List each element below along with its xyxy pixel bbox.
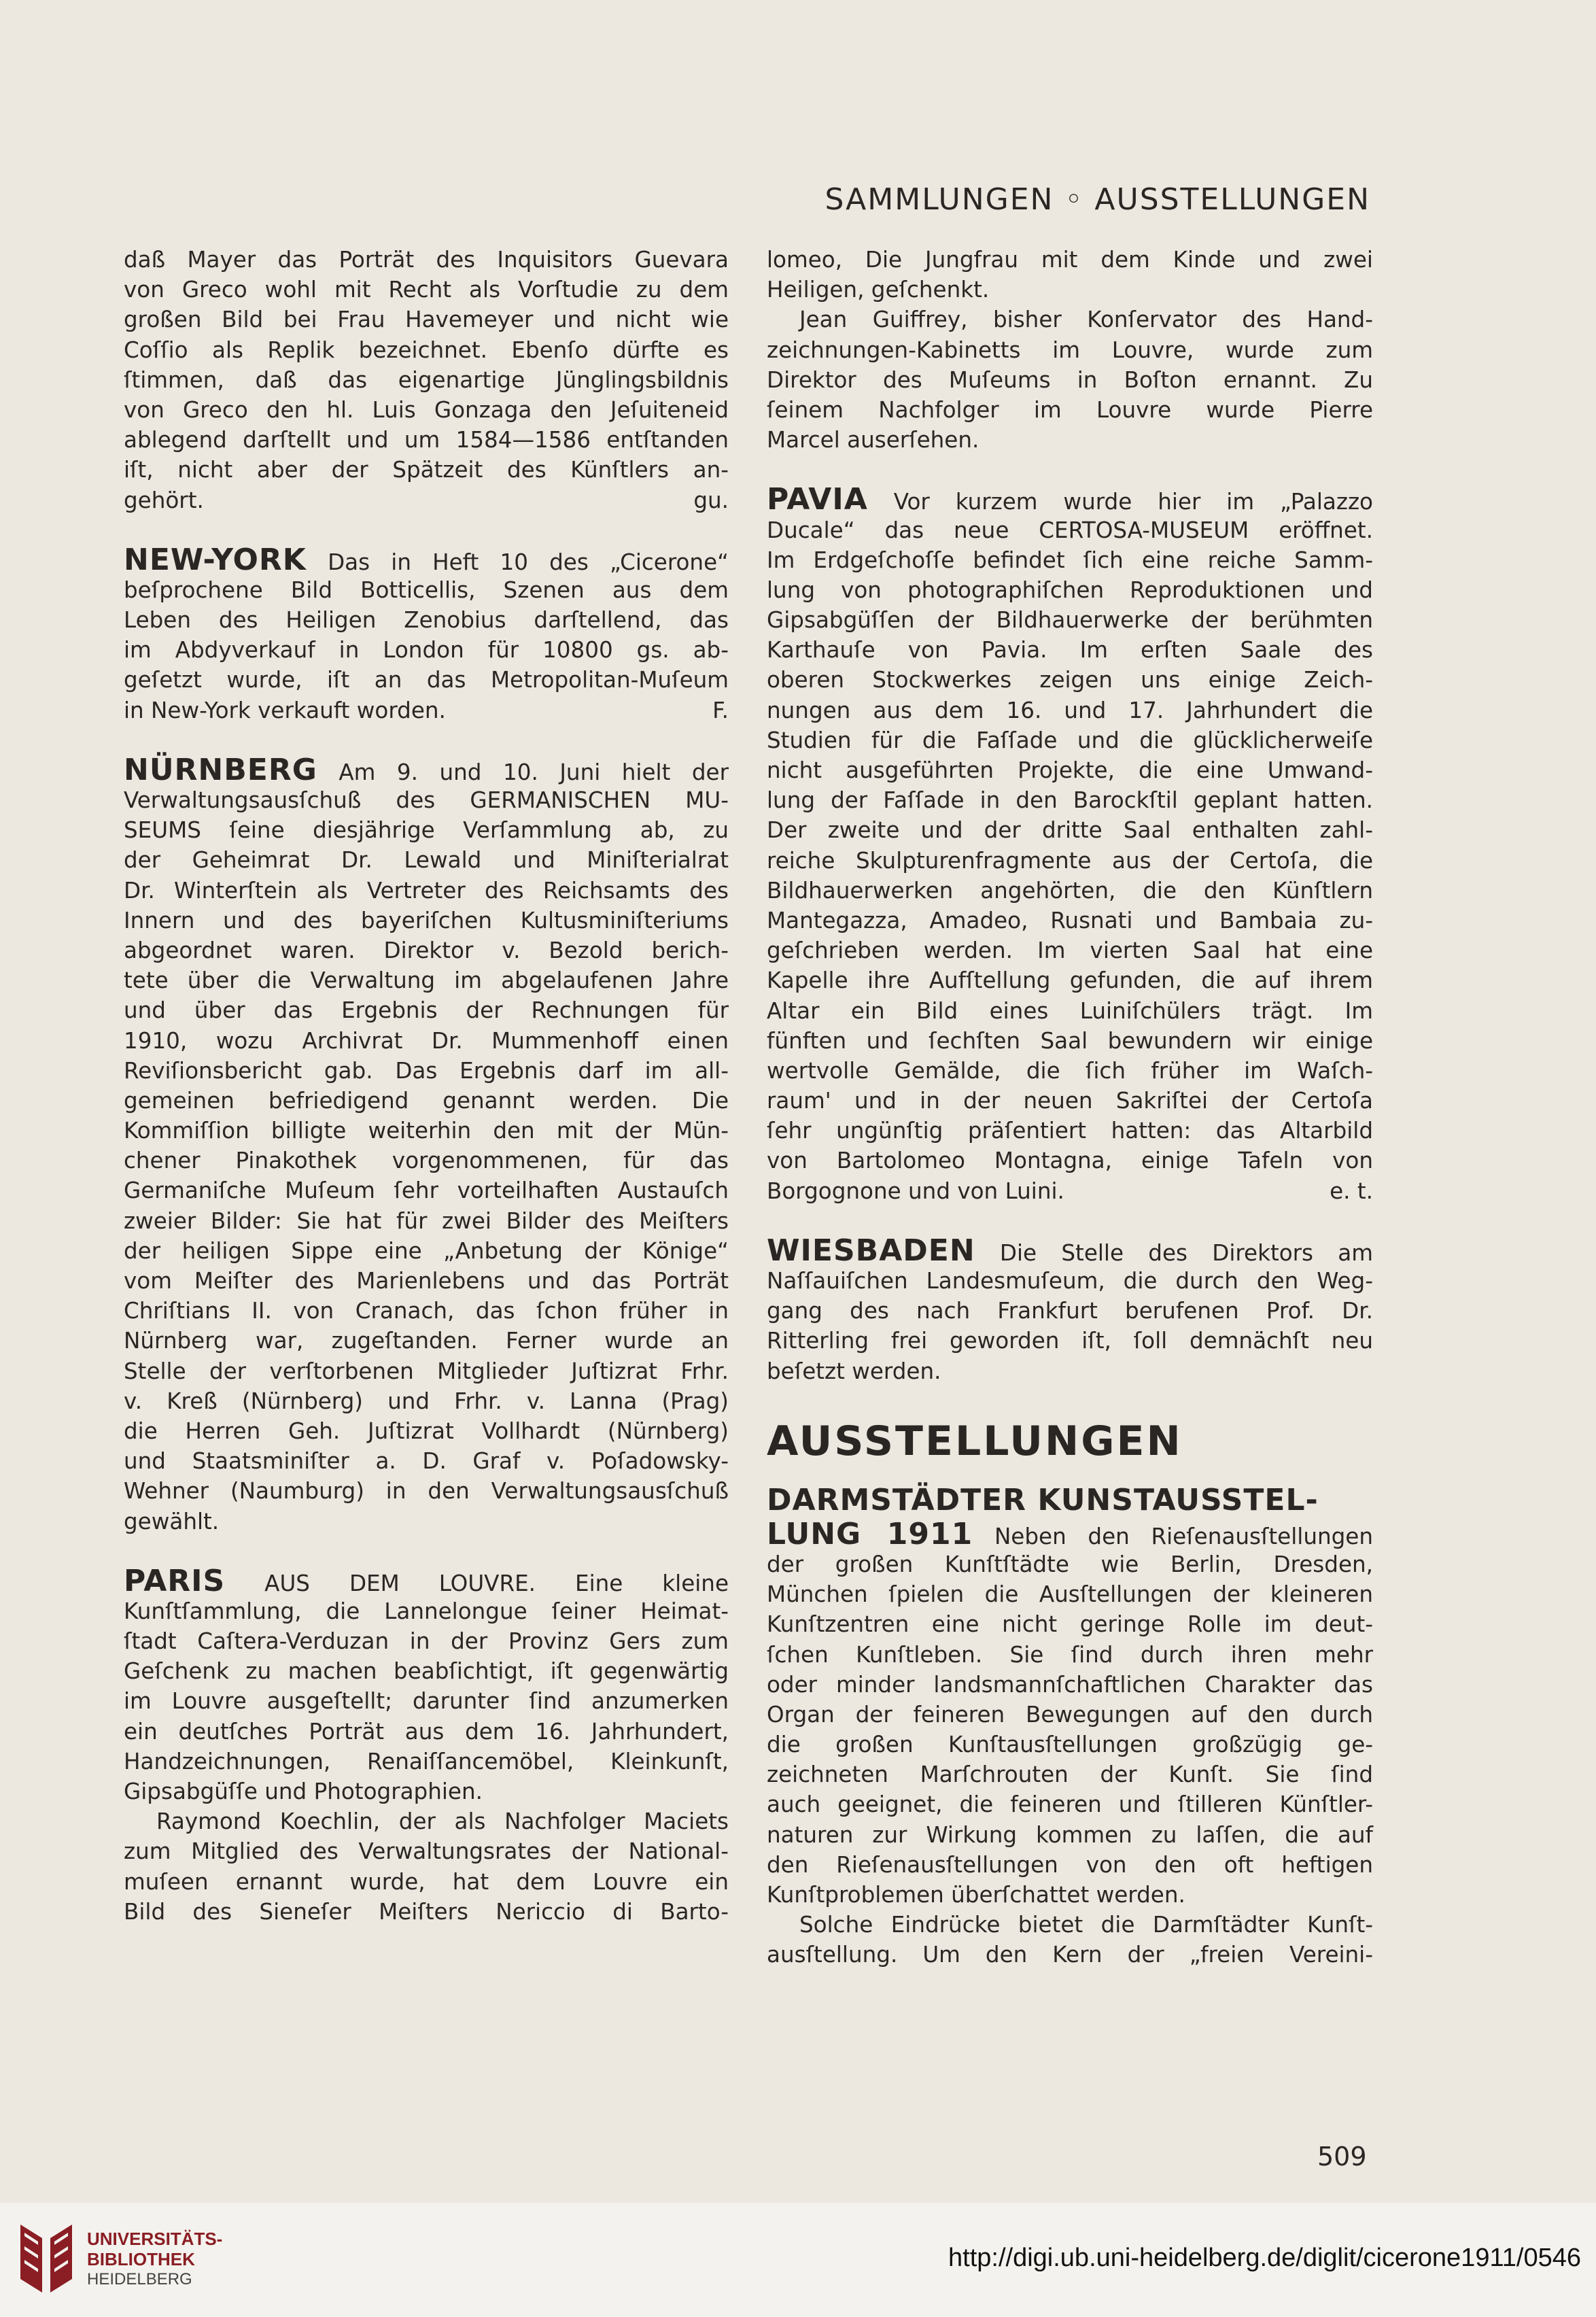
text-line: iſt, nicht aber der Spätzeit des Künſtlers an- [124, 457, 729, 483]
text-line: ein deutſches Porträt aus dem 16. Jahrhundert, [124, 1718, 729, 1745]
library-name-line-3: HEIDELBERG [87, 2270, 192, 2288]
text-line: Coſſio als Replik bezeichnet. Ebenſo dürfte es [124, 337, 729, 363]
text-line: Altar ein Bild eines Luiniſchülers trägt. Im [767, 997, 1373, 1024]
text-line: nicht ausgeführten Projekte, die eine Umwand- [767, 757, 1373, 783]
newyork-first-text: Das in Heft 10 des „Cicerone“ [328, 549, 729, 575]
text-line: daß Mayer das Porträt des Inquisitors Guevara [124, 247, 729, 273]
paris-heading: PARIS [124, 1563, 226, 1598]
text-line: geſchrieben werden. Im vierten Saal hat eine [767, 938, 1373, 964]
text-line: naturen zur Wirkung kommen zu laſſen, die auf [767, 1821, 1373, 1848]
text-line: reiche Skulpturenfragmente aus der Certoſa, die [767, 847, 1373, 874]
text-line: fünften und ſechſten Saal bewundern wir einige [767, 1027, 1373, 1054]
wiesbaden-first-text: Die Stelle des Direktors am [999, 1239, 1373, 1266]
text-line: Wehner (Naumburg) in den Verwaltungsausſchuß [124, 1478, 729, 1505]
text-line: raum' und in der neuen Sakriſtei der Certoſa [767, 1088, 1373, 1114]
text-line: Stelle der verſtorbenen Mitglieder Juſtizrat Frhr. [124, 1358, 729, 1384]
paris-first-text: AUS DEM LOUVRE. Eine kleine [264, 1570, 729, 1596]
paris-paragraph [124, 1596, 729, 1777]
pavia-first-line [767, 482, 1373, 517]
text-line: und Staatsminiſter a. D. Graf v. Poſadowsky- [124, 1448, 729, 1475]
text-line: Studien für die Faſſade und die glücklicherweiſe [767, 727, 1373, 753]
text-line: ablegend darſtellt und um 1584—1586 entſtanden [124, 427, 729, 453]
darmstadt-paragraph-2 [767, 1910, 1373, 1970]
library-name [87, 2229, 222, 2290]
pavia-first-text: Vor kurzem wurde hier im „Palazzo [893, 489, 1373, 515]
left-column [124, 245, 729, 1927]
pavia-signature: e. t. [1330, 1178, 1373, 1204]
text-line: Ducale“ das neue CERTOSA-MUSEUM eröffnet. [767, 517, 1373, 543]
text-line: Direktor des Muſeums in Boſton ernannt. Zu [767, 366, 1373, 393]
darmstadt-first-text: Neben den Rieſenausſtellungen [994, 1523, 1373, 1549]
text-line: die Herren Geh. Juſtizrat Vollhardt (Nürnberg) [124, 1418, 729, 1444]
text-line: der Geheimrat Dr. Lewald und Miniſterialrat [124, 847, 729, 874]
source-url-link[interactable]: http://digi.ub.uni-heidelberg.de/diglit/cicerone1911/0546 [948, 2244, 1581, 2272]
text-line: Verwaltungsausſchuß des GERMANISCHEN MU- [124, 787, 729, 813]
intro-last-text: gehört. [124, 487, 204, 513]
text-line: Gipsabgüſſen der Bildhauerwerke der berühmten [767, 607, 1373, 634]
intro-signature: gu. [693, 487, 729, 513]
text-line: Raymond Koechlin, der als Nachfolger Maciets [156, 1808, 729, 1835]
text-line: Kapelle ihre Aufſtellung gefunden, die auf ihrem [767, 967, 1373, 994]
text-line: Reviſionsbericht gab. Das Ergebnis darf im all- [124, 1057, 729, 1084]
library-name-line-2: BIBLIOTHEK [87, 2249, 195, 2269]
text-line: Karthauſe von Pavia. Im erſten Saale des [767, 637, 1373, 664]
text-line: Der zweite und der dritte Saal enthalten zahl- [767, 817, 1373, 844]
paris-first-line [124, 1563, 729, 1598]
text-line: Leben des Heiligen Zenobius darſtellend, das [124, 607, 729, 634]
text-line: lung der Faſſade in den Barockſtil geplant hatten. [767, 787, 1373, 814]
newyork-signature: F. [712, 697, 729, 723]
guiffrey-last-line: Marcel auserſehen. [767, 427, 979, 453]
darmstadt-first-line [767, 1516, 1373, 1551]
text-line: zweier Bilder: Sie hat für zwei Bilder des Meiſters [124, 1207, 729, 1234]
nuernberg-paragraph [124, 785, 729, 1507]
page-number: 509 [1317, 2142, 1367, 2172]
newyork-first-line [124, 542, 729, 577]
text-line: Solche Eindrücke bietet die Darmſtädter Kunſt- [799, 1912, 1373, 1938]
text-line: ſtadt Caſtera-Verduzan in der Provinz Gers zum [124, 1628, 729, 1655]
text-line: ſtimmen, daß das eigenartige Jünglingsbildnis [124, 366, 729, 393]
text-line: Nürnberg war, zugeſtanden. Ferner wurde an [124, 1328, 729, 1354]
text-line: Mantegazza, Amadeo, Rusnati und Bambaia zu- [767, 907, 1373, 933]
text-line: SEUMS ſeine diesjährige Verſammlung ab, zu [124, 817, 729, 844]
pavia-heading: PAVIA [767, 482, 868, 517]
wiesbaden-first-line [767, 1233, 1373, 1268]
nuernberg-last-line: gewählt. [124, 1508, 220, 1534]
text-line: von Greco den hl. Luis Gonzaga den Jeſuiteneid [124, 396, 729, 423]
newyork-paragraph [124, 575, 729, 666]
text-line: nungen aus dem 16. und 17. Jahrhundert die [767, 697, 1373, 723]
text-line: und über das Ergebnis der Rechnungen für [124, 997, 729, 1024]
text-line: von Greco wohl mit Recht als Vorſtudie zu dem [124, 277, 729, 303]
text-line: tete über die Verwaltung im abgelaufenen Jahre [124, 967, 729, 994]
right-column [767, 245, 1373, 1970]
text-line: Germaniſche Muſeum ſehr vorteilhaften Austauſch [124, 1178, 729, 1204]
text-line: Handzeichnungen, Renaiſſancemöbel, Kleinkunſt, [124, 1748, 729, 1774]
text-line: zum Mitglied des Verwaltungsrates der National- [124, 1838, 729, 1865]
text-line: Kunſtzentren eine nicht geringe Rolle im deut- [767, 1611, 1373, 1638]
text-line: gemeinen befriedigend genannt werden. Die [124, 1087, 729, 1114]
text-line: lung von photographiſchen Reproduktionen und [767, 577, 1373, 603]
text-line: gang des nach Frankfurt berufenen Prof. Dr. [767, 1298, 1373, 1324]
text-line: 1910, wozu Archivrat Dr. Mummenhoff einen [124, 1027, 729, 1054]
text-line: Bild des Sieneſer Meiſters Nericcio di Barto- [124, 1898, 729, 1925]
text-line: abgeordnet waren. Direktor v. Bezold berich- [124, 937, 729, 963]
text-line: Ritterling frei geworden iſt, ſoll demnächſt neu [767, 1328, 1373, 1354]
text-line: ſeinem Nachfolger im Louvre wurde Pierre [767, 396, 1373, 423]
text-line: der großen Kunſtſtädte wie Berlin, Dresden, [767, 1551, 1373, 1577]
text-line: den Rieſenausſtellungen von den oft heftigen [767, 1851, 1373, 1878]
university-library-logo-icon [15, 2218, 77, 2299]
text-line: Kunſtſammlung, die Lannelongue ſeiner Heimat- [124, 1598, 729, 1624]
nuernberg-first-text: Am 9. und 10. Juni hielt der [339, 759, 729, 785]
continuation-paragraph [767, 245, 1373, 275]
text-line: zeichneten Marſchrouten der Kunſt. Sie ſind [767, 1762, 1373, 1788]
text-line: ſchen Kunſtleben. Sie ſind durch ihren mehr [767, 1641, 1373, 1668]
text-line: im Abdyverkauf in London für 10800 gs. ab- [124, 637, 729, 664]
darmstadt-last-line: Kunſtproblemen überſchattet werden. [767, 1882, 1185, 1908]
text-line: vom Meiſter des Marienlebens und das Porträt [124, 1268, 729, 1294]
text-line: großen Bild bei Frau Havemeyer und nicht wie [124, 307, 729, 333]
text-line: die großen Kunſtausſtellungen großzügig ge- [767, 1732, 1373, 1758]
wiesbaden-paragraph [767, 1266, 1373, 1356]
text-line: Naſſauiſchen Landesmuſeum, die durch den Weg- [767, 1268, 1373, 1294]
pavia-signature-line [767, 1176, 1373, 1206]
text-line: Innern und des bayeriſchen Kultusminiſteriums [124, 907, 729, 933]
text-line: Kommiſſion billigte weiterhin den mit der Mün- [124, 1118, 729, 1144]
text-line: München ſpielen die Ausſtellungen der kleineren [767, 1581, 1373, 1608]
paris-paragraph-2 [124, 1806, 729, 1927]
text-line: Bildhauerwerken angehörten, die den Künſtlern [767, 877, 1373, 904]
section-title-ausstellungen: AUSSTELLUNGEN [767, 1417, 1183, 1465]
nuernberg-heading: NÜRNBERG [124, 752, 317, 787]
text-line: v. Kreß (Nürnberg) und Frhr. v. Lanna (Prag) [124, 1388, 729, 1414]
guiffrey-paragraph [767, 305, 1373, 425]
darmstadt-heading-line-2: LUNG 1911 [767, 1516, 973, 1551]
text-line: lomeo, Die Jungfrau mit dem Kinde und zwei [767, 247, 1373, 273]
text-line: Geſchenk zu machen beabſichtigt, iſt gegenwärtig [124, 1658, 729, 1685]
text-line: ſehr ungünſtig präſentiert hatten: das Altarbild [767, 1118, 1373, 1144]
continuation-last-line: Heiligen, geſchenkt. [767, 277, 990, 303]
running-head: SAMMLUNGEN ◦ AUSSTELLUNGEN [825, 182, 1370, 217]
wiesbaden-last-line: beſetzt werden. [767, 1358, 941, 1384]
text-line: Dr. Winterſtein als Vertreter des Reichsamts des [124, 877, 729, 904]
newyork-last-text: in New-York verkauft worden. [124, 697, 446, 723]
text-line: wertvolle Gemälde, die ſich früher im Waſch- [767, 1057, 1373, 1084]
text-line: chener Pinakothek vorgenommenen, für das [124, 1148, 729, 1174]
text-line: von Bartolomeo Montagna, einige Tafeln von [767, 1148, 1373, 1174]
text-line: auch geeignet, die feineren und ſtilleren Künſtler- [767, 1791, 1373, 1818]
text-line: Organ der feineren Bewegungen auf den durch [767, 1701, 1373, 1728]
newyork-line: geſetzt wurde, iſt an das Metropolitan-Muſeum [124, 667, 729, 693]
text-line: Jean Guiffrey, bisher Konſervator des Hand- [799, 307, 1373, 333]
pavia-last-text: Borgognone und von Luini. [767, 1178, 1064, 1204]
pavia-paragraph [767, 515, 1373, 1176]
paris-last-line: Gipsabgüſſe und Photographien. [124, 1779, 483, 1804]
text-line: beſprochene Bild Botticellis, Szenen aus dem [124, 577, 729, 603]
text-line: zeichnungen-Kabinetts im Louvre, wurde zum [767, 337, 1373, 363]
newyork-signature-line [124, 696, 729, 725]
text-line: im Louvre ausgeſtellt; darunter ſind anzumerken [124, 1688, 729, 1715]
nuernberg-first-line [124, 752, 729, 787]
text-line: der heiligen Sippe eine „Anbetung der Könige“ [124, 1237, 729, 1264]
darmstadt-paragraph [767, 1549, 1373, 1880]
text-line: oder minder landsmannſchaftlichen Charakter das [767, 1671, 1373, 1698]
text-line: Im Erdgeſchoſſe befindet ſich eine reiche Samm- [767, 547, 1373, 573]
text-line: oberen Stockwerkes zeigen uns einige Zeich- [767, 667, 1373, 693]
newyork-heading: NEW-YORK [124, 542, 307, 577]
text-line: muſeen ernannt wurde, hat dem Louvre ein [124, 1868, 729, 1895]
library-name-line-1: UNIVERSITÄTS- [87, 2229, 223, 2249]
text-line: ausſtellung. Um den Kern der „freien Vereini- [767, 1942, 1373, 1968]
intro-paragraph [124, 245, 729, 485]
darmstadt-heading-line-1: DARMSTÄDTER KUNSTAUSSTEL- [767, 1482, 1319, 1517]
intro-signature-line [124, 485, 729, 515]
wiesbaden-heading: WIESBADEN [767, 1233, 975, 1268]
text-line: Chriſtians II. von Cranach, das ſchon früher in [124, 1298, 729, 1324]
